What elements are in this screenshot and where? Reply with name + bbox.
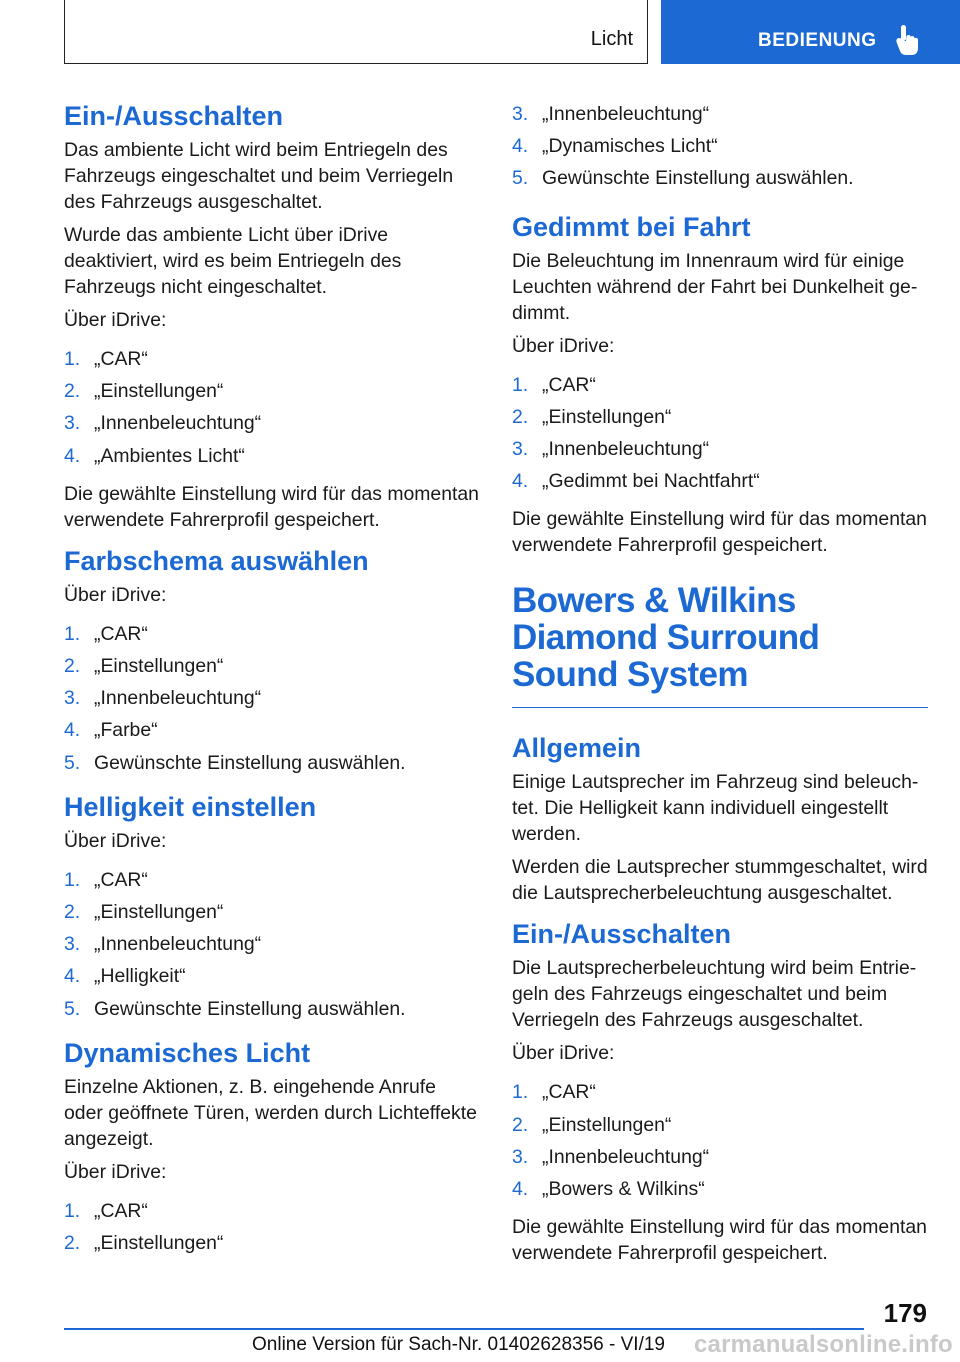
- list-item: [64, 375, 480, 407]
- list-item: [512, 1141, 928, 1173]
- section-title-ein-ausschalten-2: Ein-/Ausschalten: [512, 919, 732, 950]
- paragraph: Über iDrive:: [64, 583, 167, 606]
- step-number: 4.: [64, 444, 81, 467]
- header-chapter-box: [661, 0, 960, 64]
- paragraph: Über iDrive:: [64, 1160, 167, 1183]
- step-text: „Einstellungen“: [94, 655, 224, 678]
- list-item: [512, 1109, 928, 1141]
- step-number: 5.: [64, 751, 81, 774]
- list-item: [64, 896, 480, 928]
- step-number: 1.: [512, 373, 529, 396]
- step-number: 1.: [64, 622, 81, 645]
- step-number: 1.: [64, 1199, 81, 1222]
- step-text: „Einstellungen“: [542, 405, 672, 428]
- paragraph: Einige Lautsprecher im Fahrzeug sind beleuchtet. Die Helligkeit kann individuell eingestellt werden.: [512, 771, 919, 846]
- step-number: 3.: [512, 1145, 529, 1168]
- step-number: 4.: [512, 470, 529, 493]
- step-text: Gewünschte Einstellung auswählen.: [94, 997, 406, 1020]
- step-text: Gewünschte Einstellung auswählen.: [94, 751, 406, 774]
- step-text: „Innenbeleuchtung“: [542, 1145, 710, 1168]
- paragraph: Die gewählte Einstellung wird für das momentan verwendete Fahrerprofil gespeichert.: [512, 1216, 927, 1265]
- list-item: [64, 682, 480, 714]
- step-text: „Gedimmt bei Nachtfahrt“: [542, 470, 760, 493]
- step-number: 2.: [512, 1113, 529, 1136]
- step-text: „CAR“: [542, 373, 596, 396]
- step-text: „Farbe“: [94, 719, 158, 742]
- pointing-hand-icon: [894, 25, 920, 55]
- paragraph: Das ambiente Licht wird beim Entriegeln des Fahrzeugs eingeschaltet und beim Verriegeln des Fahrzeugs ausgeschaltet.: [64, 139, 454, 213]
- step-text: „Einstellungen“: [542, 1113, 672, 1136]
- list-item: [64, 960, 480, 992]
- step-number: 4.: [64, 719, 81, 742]
- list-item: [512, 401, 928, 433]
- step-number: 3.: [512, 103, 529, 125]
- step-list: [512, 98, 928, 195]
- list-item: [512, 1076, 928, 1108]
- step-list: [64, 1195, 480, 1259]
- paragraph: Über iDrive:: [512, 334, 615, 357]
- list-item: [512, 465, 928, 497]
- list-item: [512, 369, 928, 401]
- step-list: [64, 618, 480, 779]
- paragraph: Die gewählte Einstellung wird für das momentan verwendete Fahrerprofil gespeichert.: [512, 508, 927, 557]
- footer-online-version: Online Version für Sach-Nr. 01402628356 - VI/19: [252, 1334, 665, 1355]
- step-text: „Innenbeleuchtung“: [94, 687, 262, 710]
- step-list: [512, 1076, 928, 1205]
- step-number: 3.: [512, 438, 529, 461]
- list-item: [64, 618, 480, 650]
- step-number: 5.: [64, 997, 81, 1020]
- list-item: [64, 864, 480, 896]
- step-list: [64, 864, 480, 1025]
- paragraph: Die Lautsprecherbeleuchtung wird beim Entriegeln des Fahrzeugs eingeschaltet und beim Verriegeln des Fahrzeugs ausgeschaltet.: [512, 957, 917, 1032]
- step-number: 2.: [64, 901, 81, 924]
- paragraph: Über iDrive:: [64, 829, 167, 852]
- step-text: „Dynamisches Licht“: [542, 135, 718, 158]
- step-text: „Einstellungen“: [94, 901, 224, 924]
- list-item: [64, 343, 480, 375]
- list-item: [64, 928, 480, 960]
- paragraph: Wurde das ambiente Licht über iDrive deaktiviert, wird es beim Entriegeln des Fahrzeugs nicht eingeschaltet.: [64, 224, 402, 298]
- step-text: „CAR“: [94, 1199, 148, 1222]
- step-text: „Innenbeleuchtung“: [542, 103, 710, 125]
- right-column: [512, 98, 928, 1273]
- paragraph: Über iDrive:: [512, 1042, 615, 1065]
- step-text: „Einstellungen“: [94, 1232, 224, 1255]
- step-text: „Ambientes Licht“: [94, 444, 245, 467]
- step-text: Gewünschte Einstellung auswählen.: [542, 167, 854, 190]
- section-title-dynamisches-licht: Dynamisches Licht: [64, 1037, 311, 1068]
- paragraph: Die gewählte Einstellung wird für das momentan verwendete Fahrerprofil gespeichert.: [64, 482, 479, 531]
- step-text: „CAR“: [542, 1081, 596, 1104]
- step-number: 3.: [64, 412, 81, 435]
- step-text: „Innenbeleuchtung“: [542, 438, 710, 461]
- list-item: [64, 440, 480, 472]
- step-number: 2.: [64, 380, 81, 403]
- step-list: [512, 369, 928, 498]
- step-text: „CAR“: [94, 622, 148, 645]
- header-section-title: Licht: [590, 28, 633, 50]
- step-text: „Innenbeleuchtung“: [94, 933, 262, 956]
- list-item: [512, 162, 928, 194]
- paragraph: Die Beleuchtung im Innenraum wird für einige Leuchten während der Fahrt bei Dunkelheit gedimmt.: [512, 249, 918, 324]
- list-item: [512, 98, 928, 130]
- section-title-helligkeit: Helligkeit einstellen: [64, 791, 317, 822]
- list-item: [512, 1173, 928, 1205]
- footer-divider: [64, 1328, 864, 1330]
- step-number: 1.: [64, 868, 81, 891]
- watermark: carmanualsonline.info: [694, 1331, 953, 1358]
- step-text: „CAR“: [94, 868, 148, 891]
- list-item: [64, 714, 480, 746]
- header-section-box: [64, 0, 648, 64]
- section-title-allgemein: Allgemein: [512, 733, 642, 764]
- step-number: 4.: [512, 1178, 529, 1201]
- list-item: [64, 1195, 480, 1227]
- chapter-title: Bowers & Wilkins Diamond Surround Sound System: [512, 582, 928, 708]
- section-title-ein-ausschalten: Ein-/Ausschalten: [64, 101, 284, 131]
- header-chapter-title: BEDIENUNG: [758, 30, 877, 51]
- step-text: „Bowers & Wilkins“: [542, 1178, 705, 1201]
- list-item: [64, 747, 480, 779]
- step-number: 2.: [64, 655, 81, 678]
- section-title-farbschema: Farbschema auswählen: [64, 545, 369, 576]
- left-column: [64, 98, 480, 1268]
- paragraph: Über iDrive:: [64, 309, 167, 331]
- paragraph: Werden die Lautsprecher stummgeschaltet, wird die Lautsprecherbeleuchtung ausgeschaltet.: [512, 856, 928, 905]
- list-item: [64, 993, 480, 1025]
- page-number: 179: [883, 1298, 927, 1328]
- list-item: [64, 407, 480, 439]
- list-item: [64, 650, 480, 682]
- step-number: 1.: [512, 1081, 529, 1104]
- step-number: 4.: [512, 135, 529, 158]
- step-number: 1.: [64, 348, 81, 370]
- list-item: [512, 433, 928, 465]
- step-number: 3.: [64, 687, 81, 710]
- step-text: „Einstellungen“: [94, 380, 224, 403]
- step-list: [64, 343, 480, 472]
- step-number: 2.: [512, 405, 529, 428]
- step-text: „Helligkeit“: [94, 965, 186, 988]
- list-item: [512, 130, 928, 162]
- paragraph: Einzelne Aktionen, z. B. eingehende Anrufe oder geöffnete Türen, werden durch Lichteffekte angezeigt.: [64, 1075, 477, 1150]
- step-number: 4.: [64, 965, 81, 988]
- step-text: „Innenbeleuchtung“: [94, 412, 262, 435]
- list-item: [64, 1227, 480, 1259]
- section-title-gedimmt: Gedimmt bei Fahrt: [512, 211, 751, 242]
- step-number: 5.: [512, 167, 529, 190]
- step-number: 2.: [64, 1232, 81, 1255]
- step-number: 3.: [64, 933, 81, 956]
- step-text: „CAR“: [94, 348, 148, 370]
